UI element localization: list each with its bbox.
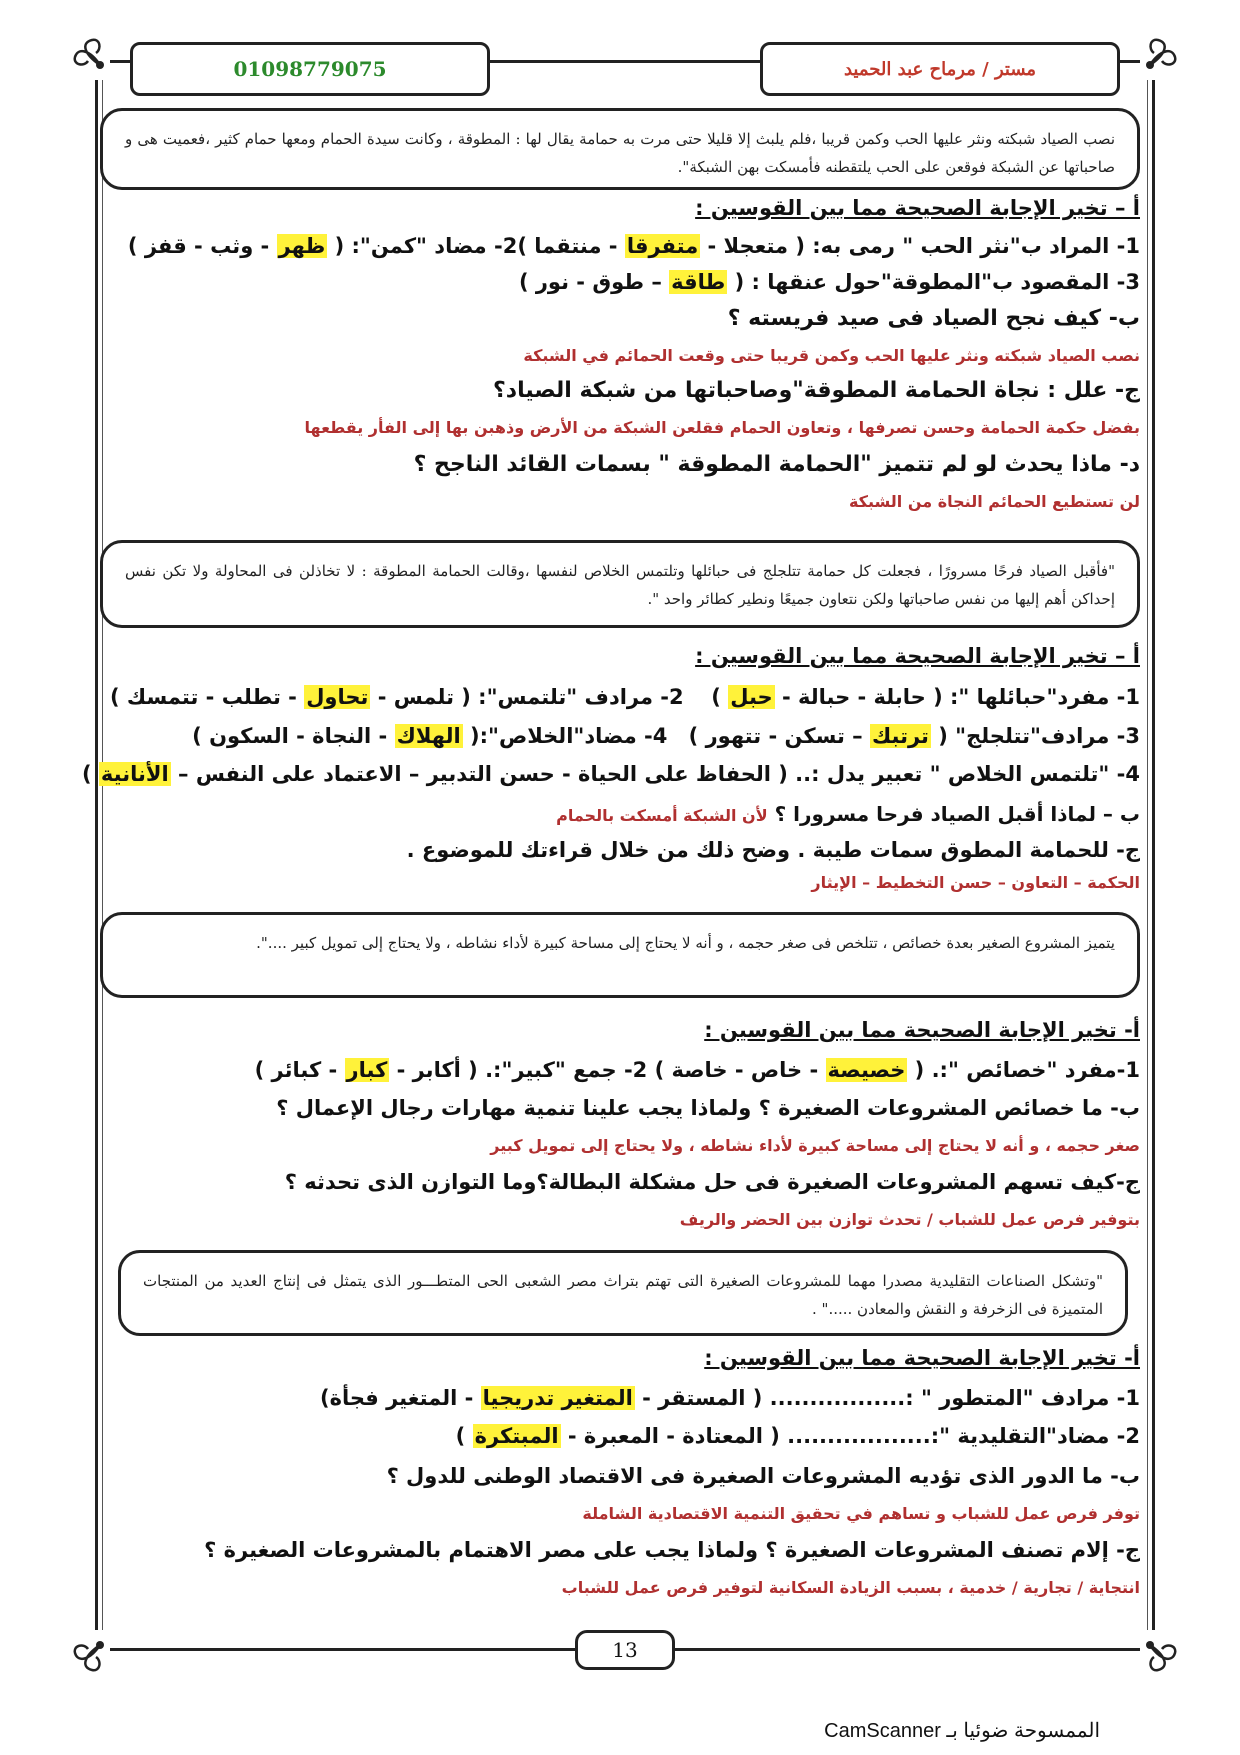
section2-heading: أ – تخير الإجابة الصحيحة مما بين القوسين : [695,644,1140,668]
camscanner-footer: الممسوحة ضوئيا بـ CamScanner [824,1720,1100,1742]
section1-q2: 2- مضاد "كمن": ( ظهر - وثب - قفز ) [127,234,518,258]
section4-q1: 1- مرادف "المتطور " :................. ( المستقر - المتغير تدريجيا - المتغير فجأة) [320,1386,1140,1410]
section2-q1: 1- مفرد"حبائلها ": ( حابلة - حبالة - حبل ) [711,685,1140,709]
section4-c-question: ج- إلام تصنف المشروعات الصغيرة ؟ ولماذا يجب على مصر الاهتمام بالمشروعات الصغيرة ؟ [204,1538,1140,1562]
section2-c-question: ج- للحمامة المطوق سمات طيبة . وضح ذلك من خلال قراءتك للموضوع . [406,838,1140,862]
section4-c-answer: انتجاية / تجارية / خدمية ، بسبب الزيادة السكانية لتوفير فرص عمل للشباب [561,1578,1140,1597]
corner-ornament-icon [70,1615,130,1675]
section1-b-answer: نصب الصياد شبكته ونثر عليها الحب وكمن قريبا حتى وقعت الحمائم في الشبكة [523,346,1140,365]
frame-right-border [1152,80,1155,1630]
section4-b-question: ب- ما الدور الذى تؤديه المشروعات الصغيرة فى الاقتصاد الوطنى للدول ؟ [386,1464,1140,1488]
frame-left-border [95,80,98,1630]
section1-b-question: ب- كيف نجح الصياد فى صيد فريسته ؟ [727,306,1140,331]
corner-ornament-icon [1120,1615,1180,1675]
passage-1: نصب الصياد شبكته ونثر عليها الحب وكمن قريبا ،فلم يلبث إلا قليلا حتى مرت به حمامة يقال لها : المطوقة ، وكانت سيدة الحمام ومعها حمام كثير ،فعميت هى و صاحباتها عن الشبكة فوقعن على الحب يلتقطنه فأمسكت بهن الشبكة". [100,108,1140,190]
section3-c-question: ج-كيف تسهم المشروعات الصغيرة فى حل مشكلة البطالة؟وما التوازن الذى تحدثه ؟ [284,1170,1140,1194]
section2-b-answer: لأن الشبكة أمسكت بالحمام [556,806,768,825]
section2-q2: 2- مرادف "تلتمس": ( تلمس - تحاول - تطلب - تتمسك ) [110,685,684,709]
passage-4: "وتشكل الصناعات التقليدية مصدرا مهما للمشروعات الصغيرة التى تهتم بتراث مصر الشعبى الحى المتطـــور الذى يتمثل فى إنتاج العديد من المنتجات المتميزة فى الزخرفة و النقش والمعادن ....." . [118,1250,1128,1336]
section1-q3: 3- المقصود ب"المطوقة"حول عنقها : ( طاقة – طوق - نور ) [518,270,1140,294]
section2-row1 [100,685,1140,709]
section1-q1: 1- المراد ب"نثر الحب " رمى به: ( متعجلا - متفرقا - منتقما ) [517,234,1140,258]
passage-2: "فأقبل الصياد فرحًا مسرورًا ، فجعلت كل حمامة تتلجلج فى حبائلها وتلتمس الخلاص لنفسها ،وقالت الحمامة المطوقة : لا تخاذلن فى المحاولة ولا تكن نفس إحداكن أهم إليها من نفس صاحباتها ولكن نتعاون جميعًا ونطير كطائر واحد ". [100,540,1140,628]
section4-heading: أ- تخير الإجابة الصحيحة مما بين القوسين : [704,1346,1140,1370]
corner-ornament-icon [1120,35,1180,95]
section2-q5: 4- "تلتمس الخلاص " تعبير يدل :.. ( الحفاظ على الحياة - حسن التدبير – الاعتماد على النفس – الأنانية ) [81,762,1140,786]
phone-number-box: 01098779075 [130,42,490,96]
section1-d-question: د- ماذا يحدث لو لم تتميز "الحمامة المطوقة " بسمات القائد الناجح ؟ [413,452,1140,477]
section4-q2: 2- مضاد"التقليدية ":.................. ( المعتادة - المعبرة - المبتكرة ) [455,1424,1140,1448]
section2-b-line [100,802,1140,826]
section1-heading: أ – تخير الإجابة الصحيحة مما بين القوسين : [695,196,1140,220]
section3-c-answer: بتوفير فرص عمل للشباب / تحدث توازن بين الحضر والريف [679,1210,1140,1229]
corner-ornament-icon [70,35,130,95]
section2-q3: 3- مرادف"تتلجلج" ( ترتبك – تسكن - تتهور ) [688,724,1140,748]
frame-inner-right-border [1147,80,1148,1630]
section3-q1: 1-مفرد "خصائص ":. ( خصيصة - خاص - خاصة ) [654,1058,1140,1082]
section3-b-question: ب- ما خصائص المشروعات الصغيرة ؟ ولماذا يجب علينا تنمية مهارات رجال الإعمال ؟ [276,1096,1140,1120]
section3-heading: أ- تخير الإجابة الصحيحة مما بين القوسين : [704,1018,1140,1042]
page-number: 13 [575,1630,675,1670]
section1-c-question: ج- علل : نجاة الحمامة المطوقة"وصاحباتها من شبكة الصياد؟ [493,378,1140,403]
passage-3: يتميز المشروع الصغير بعدة خصائص ، تتلخص فى صغر حجمه ، و أنه لا يحتاج إلى مساحة كبيرة لأداء نشاطه ، ولا يحتاج إلى تمويل كبير ....". [100,912,1140,998]
section1-d-answer: لن تستطيع الحمائم النجاة من الشبكة [848,492,1140,511]
section4-b-answer: توفر فرص عمل للشباب و تساهم في تحقيق التنمية الاقتصادية الشاملة [582,1504,1140,1523]
section3-row1 [100,1058,1140,1082]
section1-c-answer: بفضل حكمة الحمامة وحسن تصرفها ، وتعاون الحمام فقلعن الشبكة من الأرض وذهبن بها إلى الفأر يقطعها [304,418,1140,437]
section2-q4: 4- مضاد"الخلاص":( الهلاك - النجاة - السكون ) [192,724,668,748]
section2-b-question: ب – لماذا أقبل الصياد فرحا مسرورا ؟ [774,802,1140,826]
section2-c-answer: الحكمة – التعاون – حسن التخطيط – الإيثار [811,873,1140,892]
section2-row2 [100,724,1140,748]
section3-b-answer: صغر حجمه ، و أنه لا يحتاج إلى مساحة كبيرة لأداء نشاطه ، ولا يحتاج إلى تمويل كبير [490,1136,1140,1155]
teacher-name-box: مستر / مرماح عبد الحميد [760,42,1120,96]
section3-q2: 2- جمع "كبير":. ( أكابر - كبار - كبائر ) [254,1058,648,1082]
section1-row1 [100,234,1140,258]
